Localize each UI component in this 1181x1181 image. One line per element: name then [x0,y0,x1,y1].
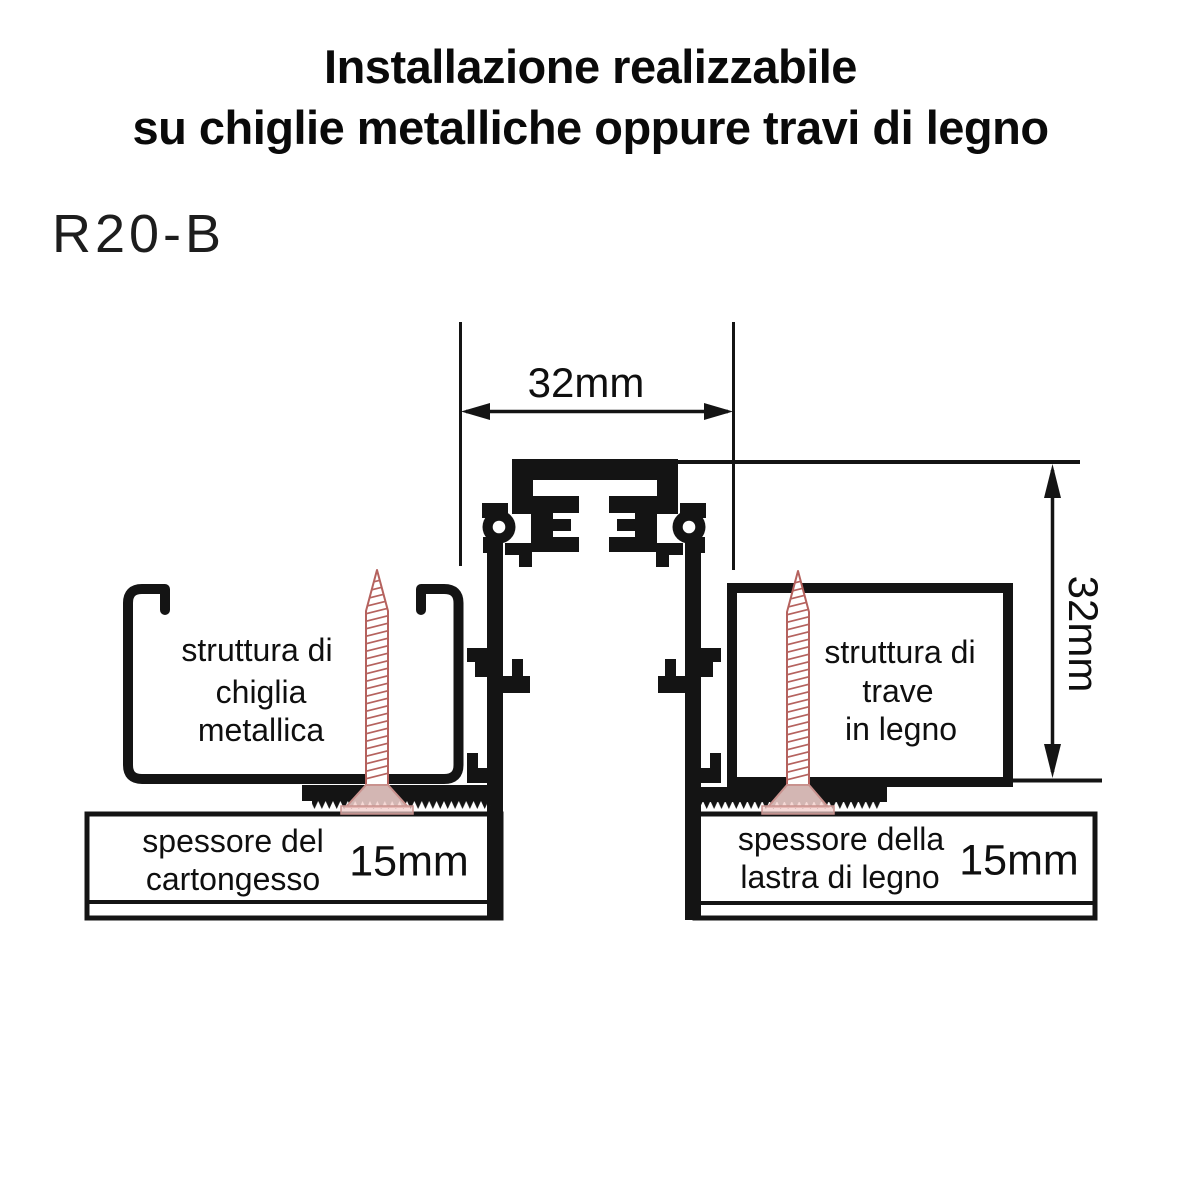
top-width-dimension-label: 32mm [527,359,645,406]
model-code-label: R20-B [52,204,226,264]
left-panel-label-line1: spessore del [142,823,324,859]
metal-keel-label-line3: metallica [197,712,325,748]
wood-beam-label-line3: in legno [844,711,958,747]
right-height-dimension-label: 32mm [1060,575,1107,693]
metal-keel-label-line2: chiglia [215,674,307,710]
wood-beam-label-line1: struttura di [824,634,976,670]
page-title-line-2: su chiglie metalliche oppure travi di legno [132,101,1049,154]
metal-keel-label-line1: struttura di [181,632,333,668]
wood-beam-label-line2: trave [862,673,934,709]
page-title-line-1: Installazione realizzabile [324,40,857,93]
right-panel-label-line2: lastra di legno [740,859,940,895]
left-panel-thickness-label: 15mm [349,837,469,886]
right-panel-label-line1: spessore della [737,821,945,857]
right-panel-thickness-label: 15mm [959,836,1079,885]
left-panel-label-line2: cartongesso [145,861,321,897]
